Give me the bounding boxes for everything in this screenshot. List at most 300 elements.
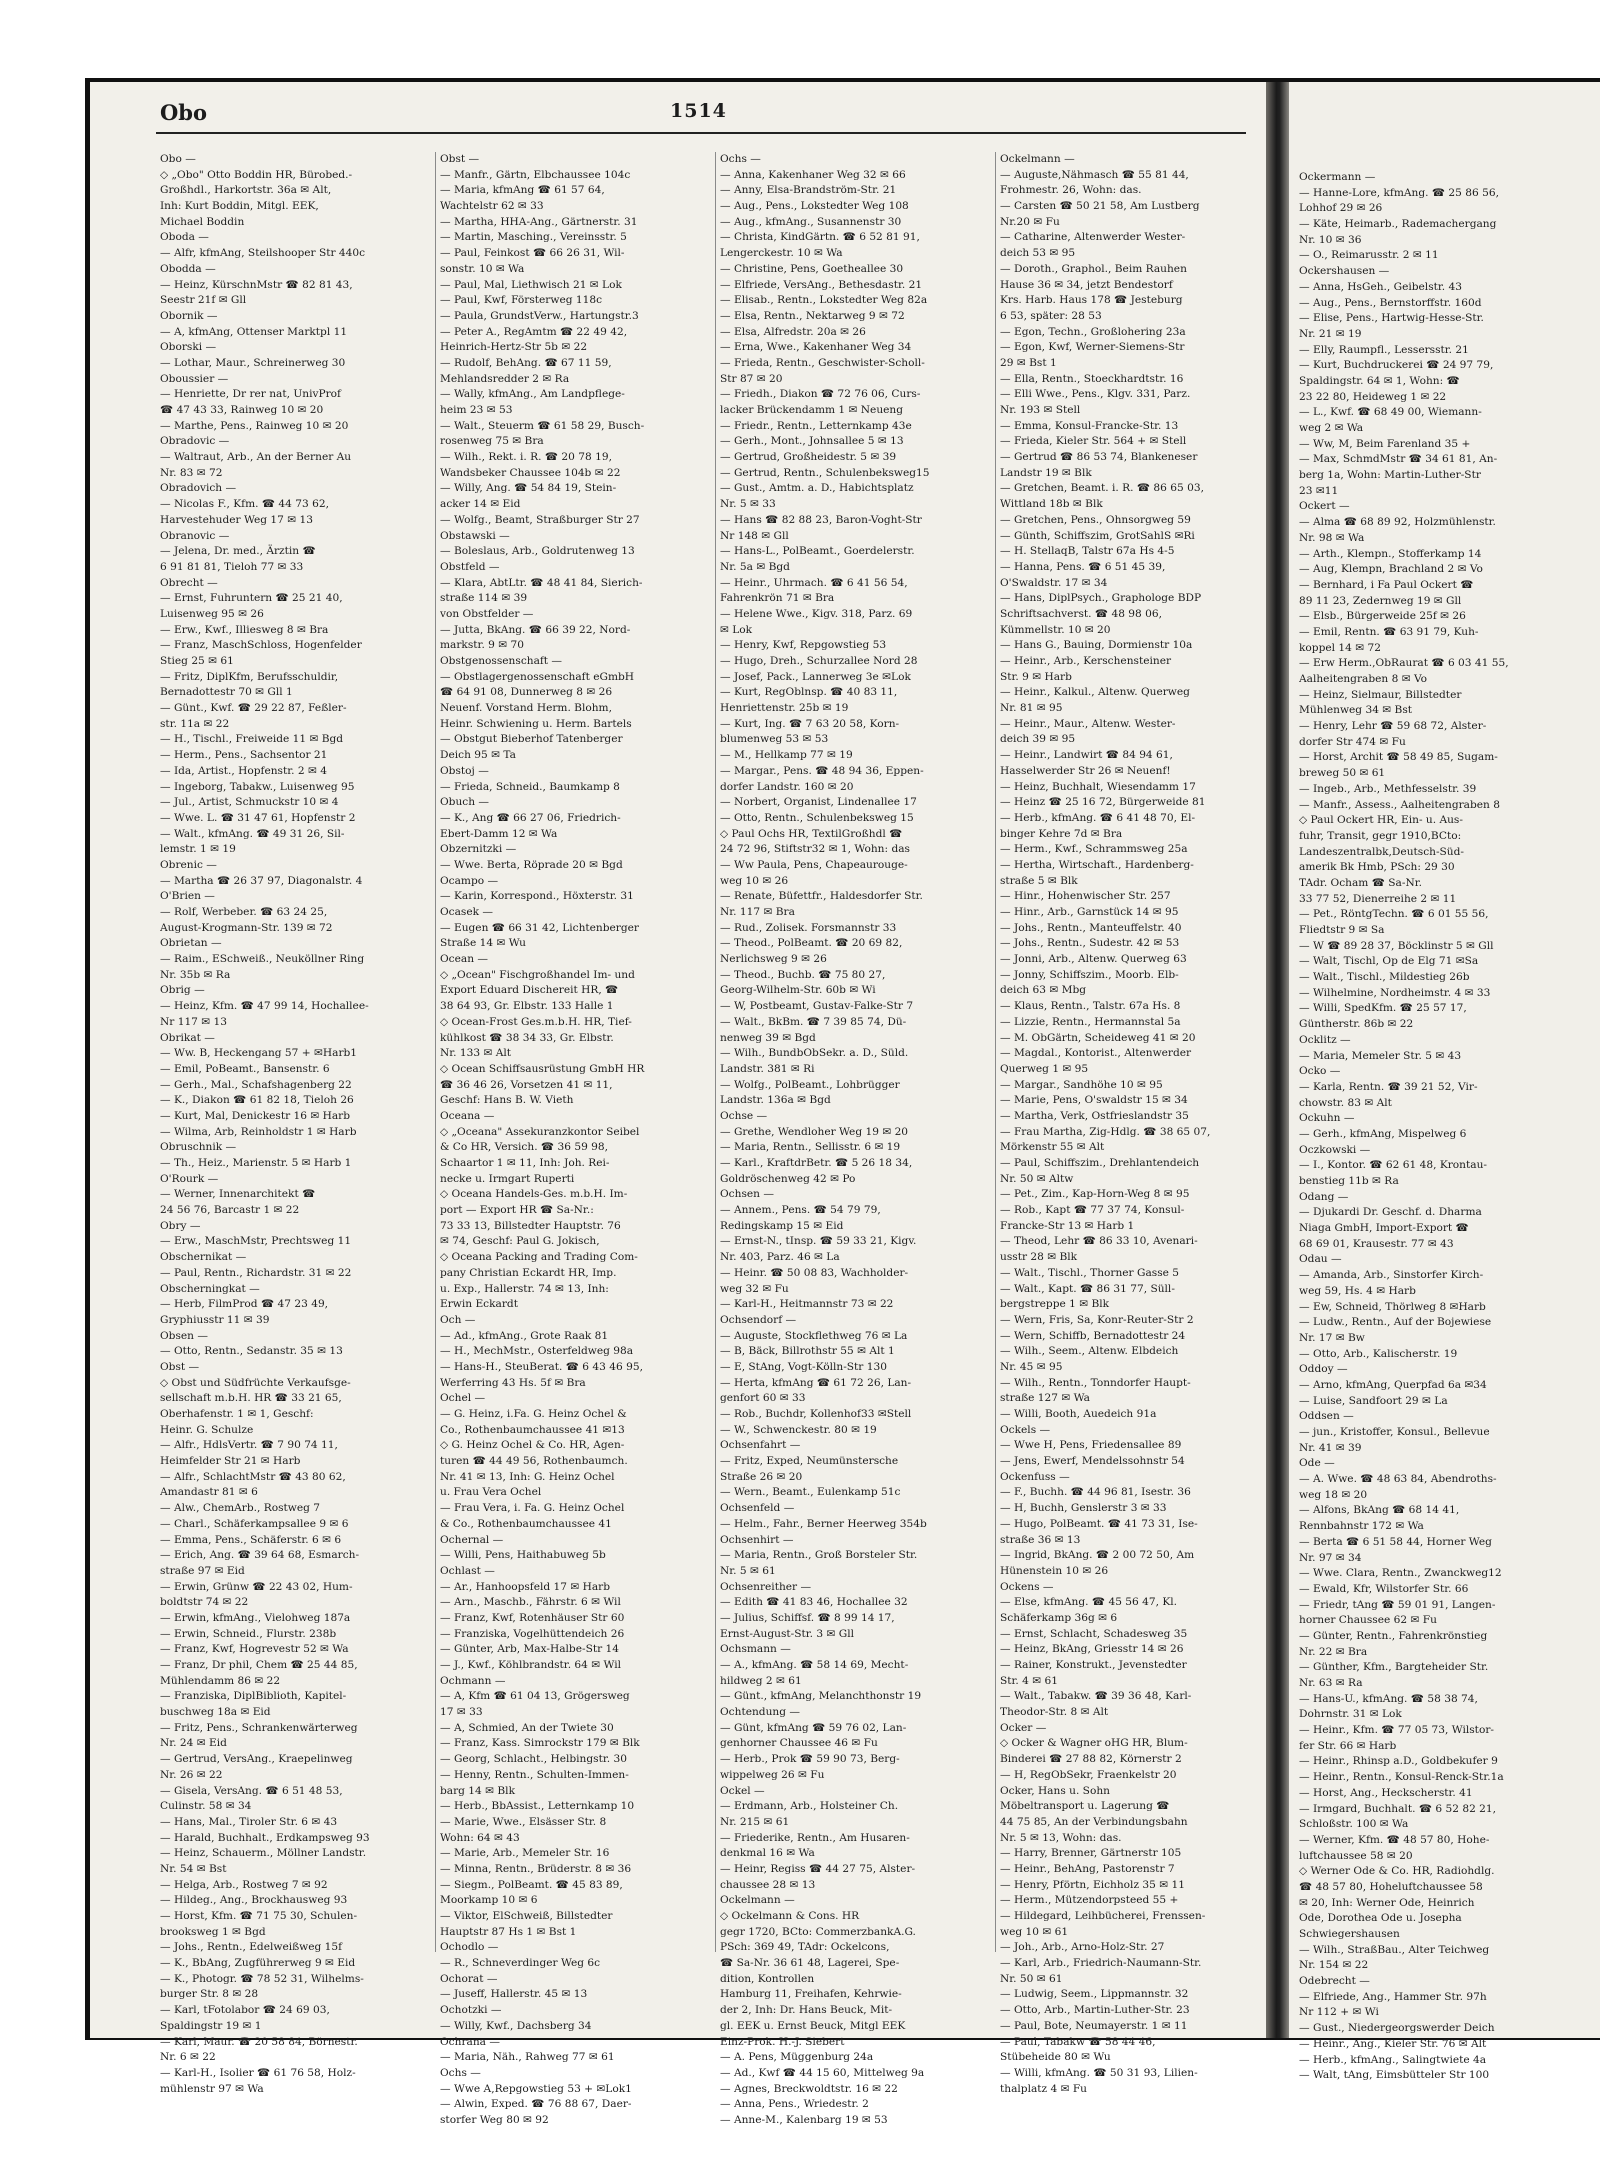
directory-entry-line: — Henriette, Dr rer nat, UnivProf (160, 388, 341, 401)
directory-entry-line: Aalheitengraben 8 ✉ Vo (1299, 673, 1427, 685)
directory-entry-line: — Elise, Pens., Hartwig-Hesse-Str. (1299, 312, 1484, 325)
directory-entry-line: — Arn., Maschb., Fährstr. 6 ✉ Wil (440, 1596, 621, 1609)
directory-entry-line: Ochsmann — (720, 1643, 791, 1656)
directory-entry-line: — Carsten ☎ 50 21 58, Am Lustberg (1000, 200, 1200, 213)
directory-entry-line: — Paul, Mal, Liethwisch 21 ✉ Lok (440, 278, 622, 291)
directory-entry-line: ◇ „Ocean" Fischgroßhandel Im- und (440, 968, 635, 981)
directory-entry-line: — Willi, Booth, Auedeich 91a (1000, 1408, 1157, 1420)
directory-entry-line: — Heinz, BkAng, Griesstr 14 ✉ 26 (1000, 1643, 1184, 1656)
directory-entry-line: — Charl., Schäferkampsallee 9 ✉ 6 (160, 1517, 349, 1530)
directory-entry-line: Wachtelstr 62 ✉ 33 (440, 200, 544, 213)
directory-entry-line: — Walt., Tischl., Thorner Gasse 5 (1000, 1266, 1180, 1279)
directory-entry-line: — Paul, Rentn., Richardstr. 31 ✉ 22 (160, 1266, 352, 1279)
directory-entry-line: weg 59, Hs. 4 ✉ Harb (1299, 1284, 1416, 1297)
directory-entry-line: Nr. 133 ✉ Alt (440, 1047, 512, 1060)
directory-entry-line: — A. Pens, Müggenburg 24a (720, 2051, 874, 2064)
directory-entry-line: — Erna, Wwe., Kakenhaner Weg 34 (720, 341, 912, 354)
directory-entry-line: — Franz, MaschSchloss, Hogenfelder (160, 639, 362, 652)
directory-entry-line: — Ad., Kwf ☎ 44 15 60, Mittelweg 9a (720, 2066, 925, 2079)
directory-entry-line: — Jonni, Arb., Altenw. Querweg 63 (1000, 953, 1187, 966)
directory-entry-line: — Marie, Pens, O'swaldstr 15 ✉ 34 (1000, 1094, 1188, 1107)
directory-entry-line: — Djukardi Dr. Geschf. d. Dharma (1299, 1206, 1482, 1219)
directory-entry-line: — Ernst, Schlacht, Schadesweg 35 (1000, 1627, 1188, 1640)
directory-entry-line: Deich 95 ✉ Ta (440, 749, 516, 762)
directory-entry-line: — Otto, Arb., Martin-Luther-Str. 23 (1000, 2004, 1190, 2017)
directory-entry-line: — Walt., Steuerm ☎ 61 58 29, Busch- (440, 419, 645, 432)
directory-entry-line: Oczkowski — (1299, 1143, 1371, 1156)
directory-entry-line: — Gertrud, Rentn., Schulenbeksweg15 (720, 466, 930, 479)
directory-entry-line: Oberhafenstr. 1 ✉ 1, Geschf: (160, 1408, 314, 1420)
page-number: 1514 (670, 100, 727, 122)
directory-entry-line: 68 69 01, Krausestr. 77 ✉ 43 (1299, 1237, 1454, 1250)
directory-entry-line: Obrecht — (160, 576, 218, 589)
directory-entry-line: — Rainer, Konstrukt., Jevenstedter (1000, 1659, 1187, 1671)
directory-entry-line: ☎ 36 46 26, Vorsetzen 41 ✉ 11, (440, 1078, 613, 1091)
directory-entry-line: Ochsenhirt — (720, 1533, 794, 1546)
directory-entry-line: — Elsb., Bürgerweide 25f ✉ 26 (1299, 610, 1466, 623)
directory-entry-line: ◇ „Oceana" Assekuranzkontor Seibel (440, 1125, 640, 1138)
directory-entry-line: Mehlandsredder 2 ✉ Ra (440, 372, 570, 385)
directory-entry-line: Harvestehuder Weg 17 ✉ 13 (160, 513, 313, 526)
directory-entry-line: O'Brien — (160, 890, 215, 903)
directory-entry-line: — Theod., Buchb. ☎ 75 80 27, (720, 968, 886, 981)
directory-entry-line: — Ar., Hanhoopsfeld 17 ✉ Harb (440, 1580, 611, 1593)
directory-entry-line: dorfer Str 474 ✉ Fu (1299, 735, 1406, 748)
directory-entry-line: Ockuhn — (1299, 1112, 1355, 1125)
directory-entry-line: — Heinz, Kfm. ☎ 47 99 14, Hochallee- (160, 1000, 369, 1013)
directory-entry-line: genhorner Chaussee 46 ✉ Fu (720, 1737, 878, 1750)
directory-entry-line: 23 ✉11 (1299, 484, 1339, 497)
directory-entry-line: berg 1a, Wohn: Martin-Luther-Str (1299, 469, 1481, 482)
directory-entry-line: Obstawski — (440, 529, 510, 542)
section-heading: Obo (160, 100, 207, 125)
directory-entry-line: 17 ✉ 33 (440, 1706, 483, 1719)
directory-entry-line: Großhdl., Harkortstr. 36a ✉ Alt, (160, 184, 332, 197)
directory-entry-line: — Walt., BkBm. ☎ 7 39 85 74, Dü- (720, 1015, 907, 1028)
directory-entry-line: Nr. 193 ✉ Stell (1000, 404, 1081, 416)
directory-entry-line: — Wwe A,Repgowstieg 53 + ✉Lok1 (440, 2082, 632, 2095)
directory-entry-line: — Wwe. L. ☎ 31 47 61, Hopfenstr 2 (160, 811, 356, 824)
directory-entry-line: lacker Brückendamm 1 ✉ Neueng (720, 404, 904, 416)
directory-entry-line: — Anna, Pens., Wriedestr. 2 (720, 2098, 869, 2111)
directory-entry-line: deich 53 ✉ 95 (1000, 247, 1076, 260)
directory-entry-line: — Heinr., Maur., Altenw. Wester- (1000, 717, 1176, 730)
directory-entry-line: — Wolfg., Beamt, Straßburger Str 27 (440, 513, 640, 526)
directory-entry-line: markstr. 9 ✉ 70 (440, 639, 525, 652)
directory-entry-line: Odau — (1299, 1253, 1342, 1266)
directory-entry-line: Nr. 45 ✉ 95 (1000, 1360, 1063, 1373)
directory-entry-line: — Wilh., Seem., Altenw. Elbdeich (1000, 1345, 1179, 1358)
directory-entry-line: — Aug., kfmAng., Susannenstr 30 (720, 215, 902, 228)
directory-entry-line: — Klaus, Rentn., Talstr. 67a Hs. 8 (1000, 1000, 1181, 1013)
directory-entry-line: — Gertrud ☎ 86 53 74, Blankeneser (1000, 451, 1198, 464)
directory-entry-line: lemstr. 1 ✉ 19 (160, 843, 236, 856)
directory-entry-line: — Walt, Tischl, Op de Elg 71 ✉Sa (1299, 955, 1479, 968)
directory-entry-line: — K., Photogr. ☎ 78 52 31, Wilhelms- (160, 1972, 364, 1985)
directory-entry-line: — Jonny, Schiffszim., Moorb. Elb- (1000, 968, 1179, 981)
directory-entry-line: Luisenweg 95 ✉ 26 (160, 607, 264, 620)
directory-entry-line: brooksweg 1 ✉ Bgd (160, 1925, 266, 1938)
directory-entry-line: — Heinr., Kalkul., Altenw. Querweg (1000, 686, 1190, 699)
directory-entry-line: — Herb., Prok ☎ 59 90 73, Berg- (720, 1753, 900, 1766)
directory-entry-line: horner Chaussee 62 ✉ Fu (1299, 1614, 1437, 1627)
directory-entry-line: — L., Kwf. ☎ 68 49 00, Wiemann- (1299, 406, 1482, 419)
column-divider (715, 152, 716, 1952)
directory-entry-line: — Waltraut, Arb., An der Berner Au (160, 451, 352, 464)
directory-entry-line: — Wilh., Rekt. i. R. ☎ 20 78 19, (440, 451, 612, 464)
directory-entry-line: — Ernst-N., tInsp. ☎ 59 33 21, Kigv. (720, 1235, 917, 1248)
directory-entry-line: Ochsendorf — (720, 1313, 797, 1326)
directory-entry-line: — Wwe H, Pens, Friedensallee 89 (1000, 1439, 1182, 1452)
directory-entry-line: — Herb., kfmAng. ☎ 6 41 48 70, El- (1000, 811, 1196, 824)
directory-entry-line: benstieg 11b ✉ Ra (1299, 1175, 1399, 1187)
directory-entry-line: Obrietan — (160, 937, 222, 950)
directory-entry-line: — Frau Vera, i. Fa. G. Heinz Ochel (440, 1502, 625, 1515)
directory-entry-line: Ochs — (720, 153, 761, 165)
directory-entry-line: Straße 14 ✉ Wu (440, 937, 526, 950)
directory-entry-line: Ernst-August-Str. 3 ✉ Gll (720, 1627, 854, 1640)
directory-entry-line: Niaga GmbH, Import-Export ☎ (1299, 1222, 1469, 1235)
directory-entry-line: ◇ Oceana Handels-Ges. m.b.H. Im- (440, 1188, 628, 1201)
directory-entry-line: — Walt., kfmAng. ☎ 49 31 26, Sil- (160, 827, 345, 840)
directory-entry-line: — Friederike, Rentn., Am Husaren- (720, 1831, 910, 1844)
directory-entry-line: 24 72 96, Stiftstr32 ✉ 1, Wohn: das (720, 843, 910, 856)
directory-entry-line: — Maria, kfmAng ☎ 61 57 64, (440, 184, 605, 197)
directory-entry-line: — Elly, Raumpfl., Lessersstr. 21 (1299, 343, 1469, 356)
directory-entry-line: — Friedh., Diakon ☎ 72 76 06, Curs- (720, 388, 921, 401)
directory-entry-line: — Heinr., Rhinsp a.D., Goldbekufer 9 (1299, 1755, 1498, 1768)
directory-entry-line: Ockelmann — (1000, 153, 1075, 165)
directory-entry-line: Querweg 1 ✉ 95 (1000, 1062, 1089, 1075)
directory-entry-line: Export Eduard Dischereit HR, ☎ (440, 984, 619, 997)
directory-entry-line: — Herm., Mützendorpsteed 55 + (1000, 1894, 1179, 1907)
directory-entry-line: — A, kfmAng, Ottenser Marktpl 11 (160, 325, 348, 338)
directory-entry-line: Hasselwerder Str 26 ✉ Neuenf! (1000, 764, 1171, 777)
directory-entry-line: — Ew, Schneid, Thörlweg 8 ✉Harb (1299, 1300, 1486, 1313)
directory-entry-line: — Franz, Dr phil, Chem ☎ 25 44 85, (160, 1659, 358, 1671)
directory-entry-line: Bernadottestr 70 ✉ Gll 1 (160, 686, 293, 699)
directory-entry-line: — Henry, Pförtn, Eichholz 35 ✉ 11 (1000, 1878, 1185, 1891)
directory-entry-line: — Wally, kfmAng., Am Landpflege- (440, 388, 625, 401)
directory-entry-line: — Doroth., Graphol., Beim Rauhen (1000, 262, 1187, 275)
directory-entry-line: — Paul, Kwf, Försterweg 118c (440, 294, 603, 307)
directory-entry-line: Nr. 5 ✉ 13, Wohn: das. (1000, 1831, 1122, 1844)
directory-entry-line: ◇ Ockelmann & Cons. HR (720, 1910, 860, 1922)
directory-entry-line: ☎ 48 57 80, Hoheluftchaussee 58 (1299, 1880, 1483, 1893)
directory-entry-line: von Obstfelder — (440, 607, 534, 620)
directory-entry-line: Oddoy — (1299, 1363, 1348, 1376)
directory-entry-line: Ockelmann — (720, 1894, 795, 1907)
directory-entry-line: — Else, kfmAng. ☎ 45 56 47, Kl. (1000, 1596, 1178, 1609)
directory-entry-line: — Gust., Niedergeorgswerder Deich (1299, 2022, 1495, 2035)
directory-entry-line: Obuch — (440, 796, 490, 809)
directory-entry-line: — Th., Heiz., Marienstr. 5 ✉ Harb 1 (160, 1157, 352, 1169)
directory-entry-line: str. 11a ✉ 22 (160, 717, 230, 730)
directory-entry-line: — Helga, Arb., Rostweg 7 ✉ 92 (160, 1878, 328, 1891)
directory-entry-line: dorfer Landstr. 160 ✉ 20 (720, 780, 854, 793)
directory-entry-line: — Hanna, Pens. ☎ 6 51 45 39, (1000, 560, 1166, 573)
directory-entry-line: Nr. 41 ✉ 39 (1299, 1441, 1362, 1454)
directory-entry-line: Ocklitz — (1299, 1033, 1351, 1046)
directory-entry-line: — Herb., kfmAng., Salingtwiete 4a (1299, 2053, 1487, 2066)
directory-entry-line: Oborski — (160, 341, 217, 354)
directory-entry-line: Ocampo — (440, 874, 499, 887)
directory-entry-line: Güntherstr. 86b ✉ 22 (1299, 1018, 1414, 1031)
directory-entry-line: — Berta ☎ 6 51 58 44, Horner Weg (1299, 1535, 1492, 1548)
directory-entry-line: — Margar., Sandhöhe 10 ✉ 95 (1000, 1078, 1163, 1091)
directory-entry-line: — Joh., Arb., Arno-Holz-Str. 27 (1000, 1941, 1165, 1954)
directory-entry-line: Ochlast — (440, 1564, 495, 1577)
directory-entry-line: Ochernal — (440, 1533, 504, 1546)
directory-entry-line: — Wilh., Rentn., Tonndorfer Haupt- (1000, 1376, 1191, 1389)
directory-entry-line: ◇ Werner Ode & Co. HR, Radiohdlg. (1299, 1865, 1495, 1878)
directory-entry-line: — Werner, Kfm. ☎ 48 57 80, Hohe- (1299, 1833, 1490, 1846)
directory-entry-line: Neuenf. Vorstand Herm. Blohm, (440, 702, 612, 715)
directory-entry-line: Nr. 10 ✉ 36 (1299, 233, 1362, 246)
directory-entry-line: Ochotzki — (440, 2004, 502, 2017)
directory-entry-line: — Franz, Kass. Simrockstr 179 ✉ Blk (440, 1737, 640, 1750)
directory-entry-line: — Käte, Heimarb., Rademachergang (1299, 218, 1497, 231)
directory-entry-line: storfer Weg 80 ✉ 92 (440, 2113, 549, 2126)
directory-entry-line: — Karl, Arb., Friedrich-Naumann-Str. (1000, 1957, 1202, 1970)
directory-entry-line: — Ingeb., Arb., Methfesselstr. 39 (1299, 782, 1477, 795)
directory-entry-line: — Manfr., Assess., Aalheitengraben 8 (1299, 798, 1500, 811)
directory-entry-line: — Henry, Kwf, Repgowstieg 53 (720, 639, 887, 652)
directory-entry-line: gl. EEK u. Ernst Beuck, Mitgl EEK (720, 2019, 906, 2032)
directory-entry-line: — Auguste,Nähmasch ☎ 55 81 44, (1000, 168, 1189, 181)
directory-entry-line: Ockermann — (1299, 171, 1376, 183)
directory-entry-line: Hause 36 ✉ 34, jetzt Bendestorf (1000, 278, 1173, 291)
directory-entry-line: — Karin, Korrespond., Höxterstr. 31 (440, 890, 634, 903)
directory-entry-line: — Herm., Pens., Sachsentor 21 (160, 749, 328, 762)
directory-entry-line: — Willi, SpedKfm. ☎ 25 57 17, (1299, 1002, 1467, 1015)
directory-entry-line: — Walt., Tischl., Mildestieg 26b (1299, 971, 1470, 984)
directory-entry-line: — Willi, Pens, Haithabuweg 5b (440, 1549, 606, 1562)
directory-entry-line: straße 36 ✉ 13 (1000, 1533, 1081, 1546)
directory-entry-line: ☎ Sa-Nr. 36 61 48, Lagerei, Spe- (720, 1957, 900, 1970)
directory-entry-line: — Wern., Beamt., Eulenkamp 51c (720, 1486, 901, 1499)
directory-entry-line: — Horst, Ang., Heckscherstr. 41 (1299, 1786, 1473, 1799)
directory-entry-line: Ochodlo — (440, 1941, 499, 1954)
directory-entry-line: fuhr, Transit, gegr 1910,BCto: (1299, 829, 1462, 842)
directory-entry-line: Geschf: Hans B. W. Vieth (440, 1094, 574, 1107)
directory-entry-line: Ode — (1299, 1457, 1335, 1470)
directory-entry-line: thalplatz 4 ✉ Fu (1000, 2082, 1088, 2095)
directory-entry-line: Redingskamp 15 ✉ Eid (720, 1219, 844, 1232)
directory-entry-line: — Helm., Fahr., Berner Heerweg 354b (720, 1517, 927, 1530)
directory-entry-line: — Arth., Klempn., Stofferkamp 14 (1299, 547, 1482, 560)
directory-entry-line: Ochsenreither — (720, 1580, 812, 1593)
directory-entry-line: — Erw., MaschMstr, Prechtsweg 11 (160, 1235, 352, 1248)
directory-entry-line: Hauptstr 87 Hs 1 ✉ Bst 1 (440, 1925, 577, 1938)
directory-entry-line: — Harry, Brenner, Gärtnerstr 105 (1000, 1847, 1182, 1860)
directory-entry-line: — Anna, Kakenhaner Weg 32 ✉ 66 (720, 168, 906, 181)
directory-entry-line: — Maria, Memeler Str. 5 ✉ 43 (1299, 1049, 1462, 1062)
directory-entry-line: Ochel — (440, 1392, 486, 1405)
directory-entry-line: — Erdmann, Arb., Holsteiner Ch. (720, 1800, 899, 1813)
directory-entry-line: Obrig — (160, 984, 205, 997)
directory-entry-line: bergstreppe 1 ✉ Blk (1000, 1298, 1110, 1311)
directory-entry-line: — Franz, Kwf, Hogrevestr 52 ✉ Wa (160, 1643, 349, 1656)
directory-entry-line: — Alfr., HdlsVertr. ☎ 7 90 74 11, (160, 1439, 338, 1452)
directory-entry-line: — Hans-L., PolBeamt., Goerdelerstr. (720, 545, 915, 558)
directory-entry-line: Nr. 5 ✉ 33 (720, 498, 776, 511)
directory-entry-line: Hamburg 11, Freihafen, Kehrwie- (720, 1988, 902, 2001)
directory-entry-line: — Lothar, Maur., Schreinerweg 30 (160, 356, 346, 369)
directory-entry-line: — Johs., Rentn., Sudestr. 42 ✉ 53 (1000, 937, 1180, 950)
directory-entry-line: — Martha, HHA-Ang., Gärtnerstr. 31 (440, 215, 638, 228)
directory-entry-line: & Co., Rothenbaumchaussee 41 (440, 1517, 612, 1530)
directory-entry-line: — Magdal., Kontorist., Altenwerder (1000, 1047, 1192, 1060)
directory-entry-line: Schriftsachverst. ☎ 48 98 06, (1000, 607, 1163, 620)
directory-entry-line: Obrenic — (160, 858, 217, 871)
directory-entry-line: — Egon, Techn., Großlohering 23a (1000, 325, 1186, 338)
directory-entry-line: koppel 14 ✉ 72 (1299, 641, 1381, 654)
directory-entry-line: Nr. 81 ✉ 95 (1000, 702, 1063, 715)
directory-entry-line: — Marie, Arb., Memeler Str. 16 (440, 1847, 610, 1860)
directory-entry-line: — Emma, Konsul-Francke-Str. 13 (1000, 419, 1179, 432)
directory-entry-line: — E, StAng, Vogt-Kölln-Str 130 (720, 1360, 887, 1373)
facing-page (1289, 82, 1600, 2082)
directory-entry-line: barg 14 ✉ Blk (440, 1784, 515, 1797)
directory-entry-line: Oceana — (440, 1109, 495, 1122)
directory-entry-line: — Karl, Maur. ☎ 20 58 84, Börnestr. (160, 2035, 358, 2048)
directory-entry-line: — Hildegard, Leihbücherei, Frenssen- (1000, 1910, 1206, 1922)
directory-entry-line: — Gust., Amtm. a. D., Habichtsplatz (720, 482, 914, 495)
directory-entry-line: weg 2 ✉ Wa (1299, 422, 1364, 434)
directory-entry-line: — Hans G., Bauing, Dormienstr 10a (1000, 639, 1193, 652)
directory-entry-line: acker 14 ✉ Eid (440, 498, 521, 511)
directory-entry-line: — M. ObGärtn, Scheideweg 41 ✉ 20 (1000, 1031, 1196, 1044)
directory-entry-line: Obruschnik — (160, 1141, 237, 1154)
book-gutter (1266, 82, 1289, 2038)
directory-entry-line: pany Christian Eckardt HR, Imp. (440, 1266, 617, 1279)
directory-entry-line: — Willy, Ang. ☎ 54 84 19, Stein- (440, 482, 617, 495)
directory-entry-line: — Anny, Elsa-Brandström-Str. 21 (720, 184, 897, 197)
directory-entry-line: Ockels — (1000, 1423, 1051, 1436)
directory-entry-line: — Alwin, Exped. ☎ 76 88 67, Daer- (440, 2098, 632, 2111)
directory-entry-line: — Wwe. Berta, Röprade 20 ✉ Bgd (440, 858, 623, 871)
directory-entry-line: Ode, Dorothea Ode u. Josepha (1299, 1912, 1462, 1925)
directory-entry-line: Lengerckestr. 10 ✉ Wa (720, 247, 843, 260)
directory-entry-line: — Grethe, Wendloher Weg 19 ✉ 20 (720, 1125, 909, 1138)
directory-entry-line: Heinr. Schwiening u. Herm. Bartels (440, 717, 632, 730)
directory-entry-line: 6 53, später: 28 53 (1000, 309, 1102, 322)
directory-entry-line: Culinstr. 58 ✉ 34 (160, 1800, 252, 1813)
directory-entry-line: — Kurt, Ing. ☎ 7 63 20 58, Korn- (720, 717, 900, 730)
directory-entry-line: — Heinr., Landwirt ☎ 84 94 61, (1000, 749, 1173, 762)
directory-entry-line: ◇ Paul Ockert HR, Ein- u. Aus- (1299, 814, 1463, 827)
directory-entry-line: — Wilh., BundbObSekr. a. D., Süld. (720, 1047, 909, 1060)
directory-entry-line: Obranovic — (160, 529, 230, 542)
directory-entry-line: ◇ Ocean Schiffsausrüstung GmbH HR (440, 1062, 645, 1075)
directory-entry-line: weg 10 ✉ 61 (1000, 1925, 1069, 1938)
directory-entry-line: — Elsa, Rentn., Nektarweg 9 ✉ 72 (720, 309, 905, 322)
directory-entry-line: 38 64 93, Gr. Elbstr. 133 Halle 1 (440, 1000, 614, 1013)
directory-entry-line: — Hugo, PolBeamt. ☎ 41 73 31, Ise- (1000, 1517, 1198, 1530)
directory-entry-line: — Jul., Artist, Schmuckstr 10 ✉ 4 (160, 796, 339, 809)
directory-entry-line: sellschaft m.b.H. HR ☎ 33 21 65, (160, 1392, 342, 1405)
directory-entry-line: Obodda — (160, 262, 216, 275)
directory-entry-line: Nr 117 ✉ 13 (160, 1015, 228, 1028)
directory-entry-line: ☎ 47 43 33, Rainweg 10 ✉ 20 (160, 404, 324, 416)
directory-entry-line: — Heinr., Arb., Kerschensteiner (1000, 655, 1172, 667)
directory-entry-line: — Kurt, Buchdruckerei ☎ 24 97 79, (1299, 359, 1494, 372)
directory-entry-line: — Pet., Zim., Kap-Horn-Weg 8 ✉ 95 (1000, 1188, 1190, 1201)
directory-entry-line: Theodor-Str. 8 ✉ Alt (1000, 1706, 1109, 1719)
directory-entry-line: Ochorat — (440, 1972, 498, 1985)
directory-entry-line: Ocasek — (440, 906, 494, 918)
directory-entry-line: — Heinz ☎ 25 16 72, Bürgerweide 81 (1000, 796, 1206, 809)
directory-entry-line: chowstr. 83 ✉ Alt (1299, 1096, 1392, 1109)
directory-entry-line: — Heinz, Buchhalt, Wiesendamm 17 (1000, 780, 1196, 793)
directory-entry-line: — Renate, Büfettfr., Haldesdorfer Str. (720, 890, 923, 903)
directory-entry-line: — Siegm., PolBeamt. ☎ 45 83 89, (440, 1878, 623, 1891)
directory-entry-line: Krs. Harb. Haus 178 ☎ Jesteburg (1000, 294, 1183, 307)
page-header (90, 96, 1266, 130)
directory-entry-line: Möbeltransport u. Lagerung ☎ (1000, 1800, 1170, 1813)
directory-entry-line: — Fritz, DiplKfm, Berufsschuldir, (160, 670, 339, 683)
directory-entry-line: Odang — (1299, 1190, 1349, 1203)
directory-entry-line: — Gerh., Mal., Schafshagenberg 22 (160, 1078, 352, 1091)
directory-entry-line: TAdr. Ocham ☎ Sa-Nr. (1299, 876, 1422, 889)
directory-entry-line: Obscherningkat — (160, 1282, 260, 1295)
directory-entry-line: — Frieda, Rentn., Geschwister-Scholl- (720, 356, 925, 369)
directory-entry-line: — Viktor, ElSchweiß, Billstedter (440, 1910, 613, 1922)
directory-entry-line: — Günt., Kwf. ☎ 29 22 87, Feßler- (160, 702, 347, 715)
directory-entry-line: — Helene Wwe., Kigv. 318, Parz. 69 (720, 607, 913, 620)
directory-entry-line: — Heinr., BehAng, Pastorenstr 7 (1000, 1862, 1175, 1875)
directory-entry-line: — Martha ☎ 26 37 97, Diagonalstr. 4 (160, 874, 363, 887)
directory-entry-line: — Emil, Rentn. ☎ 63 91 79, Kuh- (1299, 625, 1479, 638)
directory-column-4 (1000, 152, 1270, 2097)
directory-entry-line: blumenweg 53 ✉ 53 (720, 733, 829, 746)
directory-entry-line: — Günth, Schiffszim, GrotSahlS ✉Ri (1000, 529, 1195, 542)
directory-entry-line: — Heinz, Sielmaur, Billstedter (1299, 688, 1462, 701)
directory-entry-line: — Catharine, Altenwerder Wester- (1000, 231, 1186, 244)
directory-entry-line: Obst — (160, 1360, 200, 1373)
directory-entry-line: — W, Postbeamt, Gustav-Falke-Str 7 (720, 1000, 914, 1013)
directory-entry-line: — Maria, Näh., Rahweg 77 ✉ 61 (440, 2051, 615, 2064)
directory-entry-line: ☎ 64 91 08, Dunnerweg 8 ✉ 26 (440, 686, 613, 699)
directory-entry-line: Heinr. G. Schulze (160, 1423, 254, 1436)
directory-entry-line: Georg-Wilhelm-Str. 60b ✉ Wi (720, 984, 876, 997)
directory-entry-line: — Nicolas F., Kfm. ☎ 44 73 62, (160, 498, 329, 511)
directory-entry-line: ◇ Paul Ochs HR, TextilGroßhdl ☎ (720, 827, 903, 840)
directory-entry-line: Kümmellstr. 10 ✉ 20 (1000, 623, 1111, 636)
directory-entry-line: — Wilma, Arb, Reinholdstr 1 ✉ Harb (160, 1125, 357, 1138)
directory-entry-line: Schaartor 1 ✉ 11, Inh: Joh. Rei- (440, 1157, 610, 1169)
directory-entry-line: — Werner, Innenarchitekt ☎ (160, 1188, 316, 1201)
directory-entry-line: — Ella, Rentn., Stoeckhardtstr. 16 (1000, 372, 1184, 385)
directory-column-3 (720, 152, 990, 2129)
directory-entry-line: — Hertha, Wirtschaft., Hardenberg- (1000, 858, 1194, 871)
directory-entry-line: — Henry, Lehr ☎ 59 68 72, Alster- (1299, 720, 1487, 733)
directory-entry-line: — Jutta, BkAng. ☎ 66 39 22, Nord- (440, 623, 631, 636)
directory-entry-line: — Bernhard, i Fa Paul Ockert ☎ (1299, 578, 1474, 591)
directory-entry-line: — Juseff, Hallerstr. 45 ✉ 13 (440, 1988, 588, 2001)
directory-entry-line: — Heinr. ☎ 50 08 83, Wachholder- (720, 1266, 909, 1279)
directory-entry-line: u. Exp., Hallerstr. 74 ✉ 13, Inh: (440, 1282, 609, 1295)
directory-entry-line: Nr 112 + ✉ Wi (1299, 2006, 1379, 2019)
directory-entry-line: — Aug, Klempn, Brachland 2 ✉ Vo (1299, 563, 1483, 576)
directory-entry-line: — Frieda, Kieler Str. 564 + ✉ Stell (1000, 435, 1187, 448)
directory-entry-line: Nr. 50 ✉ 61 (1000, 1972, 1063, 1985)
directory-entry-line: ◇ „Obo" Otto Boddin HR, Bürobed.- (160, 168, 353, 181)
directory-column-1 (160, 152, 430, 2097)
directory-entry-line: — Friedr, tAng ☎ 59 01 91, Langen- (1299, 1598, 1496, 1611)
directory-entry-line: — Irmgard, Buchhalt. ☎ 6 52 82 21, (1299, 1802, 1497, 1815)
